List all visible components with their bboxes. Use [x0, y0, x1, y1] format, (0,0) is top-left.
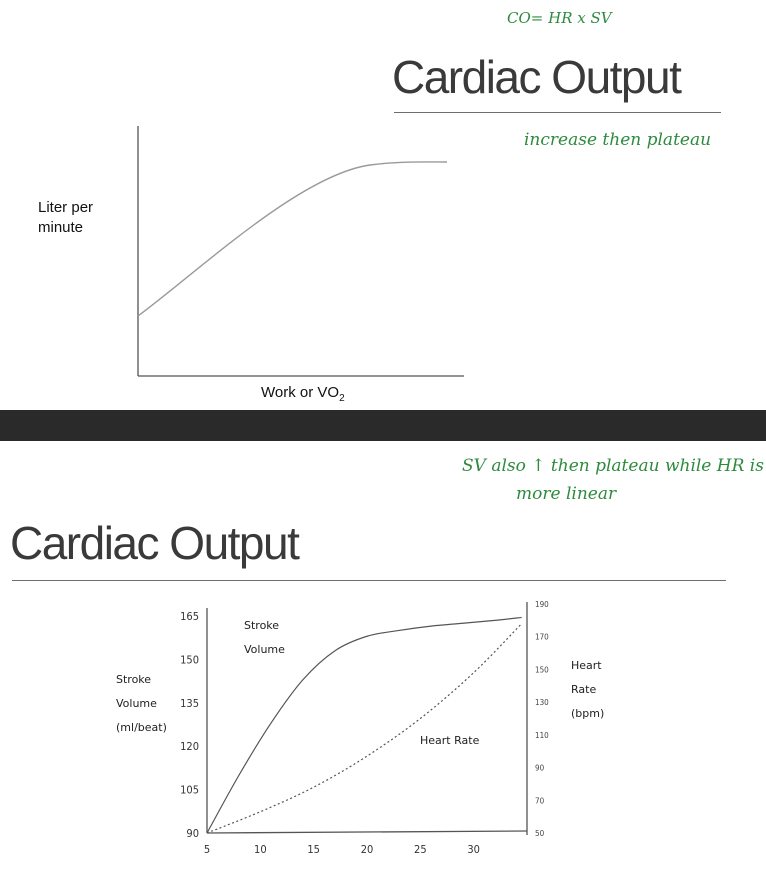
stroke-volume-series-label: Volume	[244, 643, 285, 656]
x-axis-label-subscript: 2	[339, 393, 345, 404]
left-axis-title: Stroke	[116, 673, 152, 686]
right-y-tick-label: 190	[535, 600, 549, 609]
right-y-tick-label: 110	[535, 730, 549, 740]
right-axis-title: Heart	[571, 659, 602, 672]
left-y-tick-label: 105	[180, 783, 199, 797]
right-axis-title: Rate	[571, 683, 597, 696]
sv-hr-annotation-line1: SV also ↑ then plateau while HR is	[462, 456, 764, 476]
plateau-annotation: increase then plateau	[524, 130, 712, 150]
left-axis-title: Volume	[116, 697, 157, 710]
x-axis-label-main: Work or VO	[261, 384, 340, 401]
right-y-tick-label: 90	[535, 763, 545, 773]
x-axis-bottom	[207, 831, 527, 833]
cardiac-output-curve	[138, 162, 447, 316]
left-y-tick-label: 135	[180, 696, 199, 710]
right-y-tick-label: 150	[535, 665, 549, 675]
right-y-tick-label: 170	[535, 632, 549, 642]
formula-annotation: CO= HR x SV	[507, 9, 612, 27]
x-tick-label: 10	[254, 843, 267, 856]
x-tick-label: 30	[467, 843, 480, 856]
left-axis-title: (ml/beat)	[116, 721, 167, 734]
sv-hr-annotation	[462, 452, 764, 508]
cardiac-output-curve-chart	[0, 0, 766, 410]
page-title-top: Cardiac Output	[392, 51, 681, 103]
stroke-volume-series-label: Stroke	[244, 619, 280, 632]
sv-hr-annotation-line2: more linear	[516, 484, 617, 504]
left-y-tick-label: 165	[180, 610, 199, 623]
x-tick-label: 15	[307, 843, 320, 856]
right-y-tick-label: 70	[535, 796, 545, 806]
page-title-bottom: Cardiac Output	[10, 517, 299, 569]
right-y-tick-label: 50	[535, 829, 545, 838]
left-y-tick-label: 150	[180, 653, 199, 667]
slide-divider-bar	[0, 410, 766, 441]
heart-rate-series-label: Heart Rate	[420, 734, 480, 747]
y-axis-label-line2: minute	[38, 219, 84, 236]
x-tick-label: 5	[203, 843, 211, 856]
right-y-tick-label: 130	[535, 698, 549, 708]
sv-hr-chart	[0, 572, 766, 872]
x-tick-label: 20	[360, 843, 374, 856]
right-axis-title: (bpm)	[571, 707, 605, 720]
x-tick-label: 25	[414, 843, 427, 856]
left-y-tick-label: 120	[180, 740, 199, 754]
y-axis-label-line1: Liter per	[38, 199, 94, 216]
x-axis-label-top	[261, 383, 345, 409]
left-y-tick-label: 90	[186, 827, 199, 840]
